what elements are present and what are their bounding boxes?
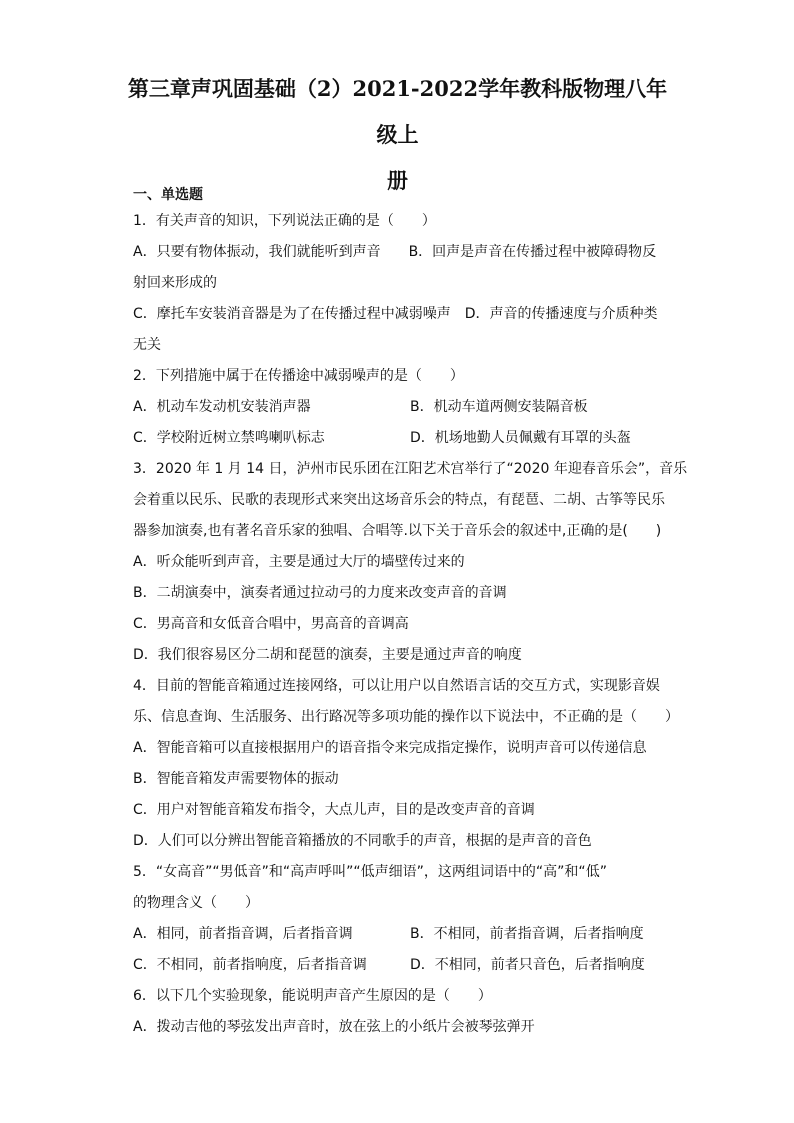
question-5-option-c: C．不相同，前者指响度，后者指音调	[133, 957, 367, 973]
question-2-option-a: A．机动车发动机安装消声器	[133, 399, 311, 415]
question-3-option-b: B．二胡演奏中，演奏者通过拉动弓的力度来改变声音的音调	[133, 585, 507, 601]
question-5-option-d: D．不相同，前者只音色，后者指响度	[410, 957, 645, 973]
question-1-options-c-d: C．摩托车安装消音器是为了在传播过程中减弱噪声 D．声音的传播速度与介质种类	[133, 306, 658, 322]
question-3-stem-line-1: 3．2020 年 1 月 14 日，泸州市民乐团在江阳艺术宫举行了“2020 年迎春音乐会”，音乐	[133, 461, 688, 477]
question-4-option-c: C．用户对智能音箱发布指令，大点儿声，目的是改变声音的音调	[133, 802, 535, 818]
question-2-options-row-2	[133, 423, 663, 454]
question-5-stem-line-2: 的物理含义（ ）	[133, 895, 259, 911]
title-line-2: 册	[387, 168, 408, 193]
question-2-option-d: D．机场地勤人员佩戴有耳罩的头盔	[410, 430, 631, 446]
question-3-option-c: C．男高音和女低音合唱中，男高音的音调高	[133, 616, 409, 632]
question-5-option-a: A．相同，前者指音调，后者指音调	[133, 926, 353, 942]
question-3	[133, 454, 688, 671]
question-4-option-b: B．智能音箱发声需要物体的振动	[133, 771, 339, 787]
question-2	[133, 361, 663, 454]
question-1-option-b-continued: 射回来形成的	[133, 275, 217, 291]
question-4	[133, 671, 679, 857]
question-5-stem-line-1: 5．“女高音”“男低音”和“高声呼叫”“低声细语”，这两组词语中的“高”和“低”	[133, 864, 607, 880]
question-6-option-a: A．拨动吉他的琴弦发出声音时，放在弦上的小纸片会被琴弦弹开	[133, 1019, 535, 1035]
question-2-option-b: B．机动车道两侧安装隔音板	[410, 399, 588, 415]
question-4-option-d: D．人们可以分辨出智能音箱播放的不同歌手的声音，根据的是声音的音色	[133, 833, 592, 849]
question-1	[133, 206, 663, 361]
question-3-option-d: D．我们很容易区分二胡和琵琶的演奏，主要是通过声音的响度	[133, 647, 522, 663]
question-3-stem-line-3: 器参加演奏,也有著名音乐家的独唱、合唱等.以下关于音乐会的叙述中,正确的是( )	[133, 523, 662, 539]
question-content	[133, 184, 688, 1043]
question-2-options-row-1	[133, 392, 663, 423]
question-2-stem: 2．下列措施中属于在传播途中减弱噪声的是（ ）	[133, 368, 464, 384]
title-line-1: 第三章声巩固基础（2）2021-2022学年教科版物理八年级上	[127, 76, 668, 147]
question-4-stem-line-2: 乐、信息查询、生活服务、出行路况等多项功能的操作以下说法中，不正确的是（ ）	[133, 709, 679, 725]
question-3-option-a: A．听众能听到声音，主要是通过大厅的墙壁传过来的	[133, 554, 465, 570]
question-1-options-a-b: A．只要有物体振动，我们就能听到声音 B．回声是声音在传播过程中被障碍物反	[133, 244, 657, 260]
question-4-stem-line-1: 4．目前的智能音箱通过连接网络，可以让用户以自然语言话的交互方式，实现影音娱	[133, 678, 660, 694]
question-1-stem: 1．有关声音的知识，下列说法正确的是（ ）	[133, 213, 436, 229]
question-1-option-d-continued: 无关	[133, 337, 161, 353]
question-5-option-b: B．不相同，前者指音调，后者指响度	[410, 926, 644, 942]
section-title: 一、单选题	[133, 187, 203, 203]
question-3-stem-line-2: 会着重以民乐、民歌的表现形式来突出这场音乐会的特点，有琵琶、二胡、古筝等民乐	[133, 492, 665, 508]
question-5-options-row-1	[133, 919, 663, 950]
question-4-option-a: A．智能音箱可以直接根据用户的语音指令来完成指定操作，说明声音可以传递信息	[133, 740, 647, 756]
question-6-stem: 6．以下几个实验现象，能说明声音产生原因的是（ ）	[133, 988, 492, 1004]
question-5-options-row-2	[133, 950, 663, 981]
question-2-option-c: C．学校附近树立禁鸣喇叭标志	[133, 430, 325, 446]
question-6	[133, 981, 663, 1043]
question-5	[133, 857, 663, 981]
